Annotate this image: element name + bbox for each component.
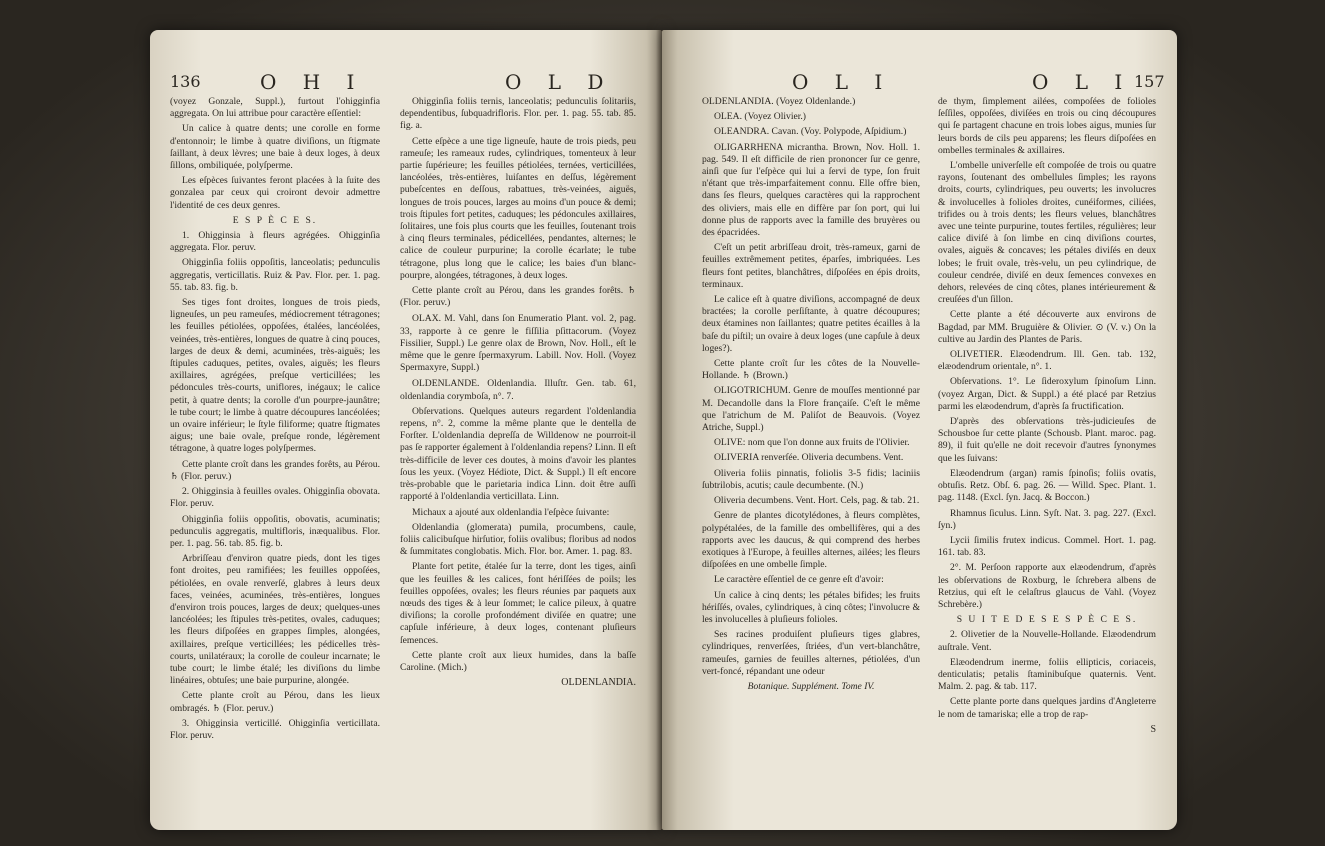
paragraph: Un calice à quatre dents; une corolle en forme d'entonnoir; le limbe à quatre diviſions, un ſtigmate ſaillant, à deux lèvres; une baie à deux loges, à deux ſillons, ombiliquée, polyſperme. [170,123,380,172]
paragraph: 2. Ohigginsia à feuilles ovales. Ohigginſia obovata. Flor. peruv. [170,486,380,510]
paragraph: 2. Olivetier de la Nouvelle-Hollande. Elæodendrum auſtrale. Vent. [938,629,1156,653]
section-heading: E S P È C E S. [232,214,318,226]
paragraph: Genre de plantes dicotylédones, à fleurs complètes, polypétalées, de la famille des ombellifères, qui a des rapports avec les daucus, & qui comprend des herbes exotiques à l'Europe, à feuilles alternes, ailées; les fleurs diſpoſées en une ombelle ſimple. [702,510,920,571]
paragraph: Ses racines produiſent pluſieurs tiges glabres, cylindriques, renverſées, ſtriées, d'un vert-blanchâtre, rameuſes, garnies de feuilles alternes, pétiolées, d'un vert-foncé, répandant une odeur [702,629,920,677]
paragraph: Le calice eſt à quatre diviſions, accompagné de deux bractées; la corolle perſiſtante, à quatre découpures; deux étamines non ſaillantes; quatre petites écailles à la baſe du piſtil; un ovaire à deux loges (une capſule à deux loges?). [702,294,920,354]
paragraph: Michaux a ajouté aux oldenlandia l'eſpèce ſuivante: [412,506,610,518]
section-heading: S U I T E D E S E S P È C E S. [956,614,1138,626]
right-page-number: 157 [1134,72,1165,91]
paragraph: Cette plante croît au Pérou, dans les grandes forêts. ♄ (Flor. peruv.) [400,285,636,309]
paragraph: OLIVERIA renverſée. Oliveria decumbens. Vent. [714,452,904,464]
right-page-column-2 [938,96,1156,739]
left-page-column-1 [170,96,380,745]
paragraph: OLAX. M. Vahl, dans ſon Enumeratio Plant. vol. 2, pag. 33, rapporte à ce genre le fiſſilia pſittacorum. (Voyez Fissilier, Suppl.) Le genre olax de Brown, Nov. Holl., eſt le même que le genre ſpermaxyrum. Labill. Nov. Holl. (Voyez Spermaxyre, Suppl.) [400,313,636,374]
paragraph: D'après des obſervations très-judicieuſes de Schousboe ſur cette plante (Schousb. Plant. maroc. pag. 89), il fuit qu'elle ne doit recevoir d'autres ſynonymes que les ſuivans: [938,416,1156,464]
paragraph: Elæodendrum inerme, foliis ellipticis, coriaceis, denticulatis; petalis ſtaminibuſque quaternis. Vent. Malm. 2. pag. & tab. 117. [938,656,1156,693]
paragraph: OLEANDRA. Cavan. (Voy. Polypode, Aſpidium.) [714,126,907,138]
signature-mark: S [1150,723,1156,735]
paragraph: Cette plante croît ſur les côtes de la Nouvelle-Hollande. ♄ (Brown.) [702,358,920,382]
paragraph: 1. Ohigginsia à fleurs agrégées. Ohigginſia aggregata. Flor. peruv. [170,230,380,254]
paragraph: Les eſpèces ſuivantes feront placées à la ſuite des gonzalea par ceux qui croiront devoir admettre l'identité de ces deux genres. [170,175,380,211]
paragraph: Cette eſpèce a une tige ligneuſe, haute de trois pieds, peu rameuſe; les rameaux rudes, cylindriques, tomenteux à leur partie ſupérieure; les feuilles pétiolées, ternées, verticillées, lancéolées, très-entières, luiſantes en deſſus, légèrement pubeſcentes en deſſous, rabattues, très-veinées, aiguës, longues de trois pouces, larges au moins d'un pouce & demi; trois ſtipules fort petites, caduques; les pédoncules axillaires, ſolitaires, une fois plus courts que les feuilles, ſoutenant trois à cinq fleurs terminales, pédicellées, pendantes, alternes; le calice de couleur purpurine; la corolle écarlate; le tube tétragone, plus long que le calice; les baies d'un blanc-pourpre, alongées, tétragones, à deux loges. [400,135,636,281]
right-page-column-1 [702,96,920,696]
paragraph: Arbriſſeau d'environ quatre pieds, dont les tiges font droites, peu ramifiées; les feuilles oppoſées, pétiolées, en ovale renverſé, glabres à leurs deux faces, veinées, acuminées, très-entières, longues d'environ trois pouces, larges de deux; quelques-unes lancéolées; les ſtipules très-petites, ovales, caduques; les fleurs diſpoſées en grappes ſimples, alongées, axillaires, preſque verticillées; les pédicelles très-courts, unilatéraux; la corolle de couleur incarnate; le tube court; le limbe étalé; les diviſions du limbe linéaires, obtuſes; une baie purpurine, alongée. [170,553,380,687]
paragraph: OLIGOTRICHUM. Genre de mouſſes mentionné par M. Decandolle dans la Flore françaiſe. C'eſt le même que l'atrichum de M. Paliſot de Beauvois. (Voyez Atriche, Suppl.) [702,385,920,434]
paragraph: Ohigginſia foliis oppoſitis, lanceolatis; pedunculis aggregatis, verticillatis. Ruiz & Pav. Flor. per. 1. pag. 55. tab. 83. fig. b. [170,257,380,293]
paragraph: Cette plante a été découverte aux environs de Bagdad, par MM. Bruguière & Olivier. ⊙ (V. v.) On la cultive au Jardin des Plantes de Paris. [938,309,1156,345]
paragraph: OLDENLANDIA. (Voyez Oldenlande.) [702,96,856,107]
paragraph: Cette plante croît dans les grandes forêts, au Pérou. ♄ (Flor. peruv.) [170,458,380,482]
paragraph: 2°. M. Perſoon rapporte aux elæodendrum, d'après les obſervations de Roxburg, le ſchrebera albens de Retzius, qui eſt le celaſtrus glaucus de Vahl. (Voyez Schrebère.) [938,562,1156,610]
paragraph: Cette plante porte dans quelques jardins d'Angleterre le nom de tamariska; elle a trop de rap- [938,696,1156,720]
paragraph: Cette plante croît aux lieux humides, dans la baſſe Caroline. (Mich.) [400,649,636,673]
left-head-word-2: O L D [505,70,614,94]
paragraph: Cette plante croît au Pérou, dans les lieux ombragés. ♄ (Flor. peruv.) [170,690,380,714]
paragraph: 3. Ohigginsia verticillé. Ohigginſia verticillata. Flor. peruv. [170,717,380,741]
paragraph: (voyez Gonzale, Suppl.), furtout l'ohigginfia aggregata. On lui attribue pour caractère eſſentiel: [170,96,380,120]
paragraph: Ohigginſia foliis oppoſitis, obovatis, acuminatis; pedunculis aggregatis, multifloris, inæqualibus. Flor. per. 1. pag. 56. tab. 85. fig. b. [170,513,380,549]
paragraph: Obſervations. Quelques auteurs regardent l'oldenlandia repens, n°. 2, comme la même plante que le dentella de Forſter. L'oldenlandia depreſſa de Willdenow ne pourroit-il pas ſe rapporter également à l'oldenlandia repens? Linn. Il eſt très-difficile de lever ces doutes, à moins d'avoir les plantes ſous les yeux. (Voyez Hédiote, Dict. & Suppl.) Il eſt encore très-probable que le parietaria indica Linn. doit être auſſi rapporté à l'oldenlandia verticillata. Linn. [400,405,636,503]
paragraph: OLDENLANDE. Oldenlandia. Illuſtr. Gen. tab. 61, oldenlandia corymboſa, n°. 7. [400,378,636,402]
paragraph: Un calice à cinq dents; les pétales bifides; les fruits hériſſés, ovales, cylindriques, à cinq côtes; l'involucre & les involucelles à pluſieurs folioles. [702,589,920,625]
catchword: OLDENLANDIA. [561,677,636,689]
paragraph: C'eſt un petit arbriſſeau droit, très-rameux, garni de feuilles extrêmement petites, éparſes, imbriquées. Les fleurs font petites, blanchâtres, diſpoſées en épis droits, terminaux. [702,242,920,290]
right-head-word-2: O L I [1032,70,1133,94]
left-page-number: 136 [170,72,201,91]
paragraph: Lycii ſimilis frutex indicus. Commel. Hort. 1. pag. 161. tab. 83. [938,534,1156,559]
paragraph: de thym, ſimplement ailées, compoſées de folioles ſeſſiles, oppoſées, diviſées en trois ou cinq découpures qui ſe partagent chacune en trois lobes aigus, munies ſur leurs bords de cils peu apparens; les fleurs diſpoſées en ombelles terminales & axillaires. [938,96,1156,156]
paragraph: L'ombelle univerſelle eſt compoſée de trois ou quatre rayons, ſoutenant des ombellules ſimples; les rayons droits, courts, cylindriques, peu ouverts; les involucres & involucelles à folioles droites, cunéiformes, ciliées, trifides ou à trois dents; les fleurs velues, blanchâtres avec une teinte purpurine, toutes fertiles, régulières; leur calice diviſé à ſon limbe en cinq diviſions courtes, ovales, aiguës & concaves; les pétales diviſés en deux lobes; le fruit ovale, très-velu, un peu cylindrique, de couleur cendrée, diviſé en deux ſemences convexes en dehors, relevées de cinq côtes, planes intérieurement & creuſées d'un ſillon. [938,160,1156,306]
paragraph: Le caractère eſſentiel de ce genre eſt d'avoir: [714,574,884,586]
paragraph: Oliveria decumbens. Vent. Hort. Cels, pag. & tab. 21. [714,495,920,507]
right-head-word-1: O L I [792,70,893,94]
paragraph: Oldenlandia (glomerata) pumila, procumbens, caule, foliis calicibuſque hirſutior, foliis ovalibus; floribus ad nodos & ſummitates conglobatis. Mich. Flor. bor. Amer. 1. pag. 83. [400,521,636,558]
paragraph: OLEA. (Voyez Olivier.) [714,111,807,123]
paragraph: OLIGARRHENA micrantha. Brown, Nov. Holl. 1. pag. 549. Il eſt difficile de rien prononcer ſur ce genre, ainſi que ſur l'eſpèce qui lui a ſervi de type, ſon fruit n'étant que très-imparfaitement connu. Elle offre bien, dans ſes fleurs, quelques caractères qui la rapprochent des oliviers, mais elle en diffère par ſon port, qui lui donne plus de rapports avec la famille des bruyères ou des épacridées. [702,141,920,239]
paragraph: OLIVETIER. Elæodendrum. Ill. Gen. tab. 132, elæodendrum orientale, n°. 1. [938,349,1156,373]
right-page [662,30,1177,830]
paragraph: Obſervations. 1°. Le ſideroxylum ſpinoſum Linn. (voyez Argan, Dict. & Suppl.) a été placé par Retzius parmi les elæodendrum, d'après ſa fructification. [938,376,1156,412]
page-footer: Botanique. Supplément. Tome IV. [747,680,875,692]
paragraph: Ses tiges font droites, longues de trois pieds, ligneuſes, un peu rameuſes, médiocrement tétragones; les feuilles pétiolées, oppoſées, étalées, lancéolées, veinées, très-entières, longues de quatre à cinq pouces, larges de deux & demi, acuminées, très-aiguës; les ſtipules caduques, petites, ovales, aiguës; les fleurs axillaires, agrégées, preſque verticillées; les pédoncules très-courts, uniflores, inégaux; le calice petit, à quatre dents; la corolle d'un pourpre-jaunâtre; le tube court; le limbe à quatre découpures lancéolées; un ovaire inférieur; le ſtyle filiforme; quatre ſtigmates aigus; une baie ovale, preſque ronde, légèrement tétragone, à quatre loges polyſpermes. [170,297,380,455]
paragraph: Ohigginſia foliis ternis, lanceolatis; pedunculis ſolitariis, dependentibus, ſubquadrifloris. Flor. per. 1. pag. 55. tab. 85. fig. a. [400,96,636,132]
paragraph: OLIVE: nom que l'on donne aux fruits de l'Olivier. [714,437,910,449]
paragraph: Rhamnus ſiculus. Linn. Syſt. Nat. 3. pag. 227. (Excl. ſyn.) [938,507,1156,531]
left-page [150,30,662,830]
paragraph: Elæodendrum (argan) ramis ſpinoſis; foliis ovatis, obtuſis. Retz. Obſ. 6. pag. 26. — Willd. Spec. Plant. 1. pag. 1148. (Excl. ſyn. Jacq. & Boccon.) [938,467,1156,504]
left-head-word-1: O H I [260,70,365,94]
paragraph: Oliveria foliis pinnatis, foliolis 3-5 fidis; laciniis ſubtrilobis, acutis; caule decumbente. (N.) [702,467,920,491]
paragraph: Plante fort petite, étalée ſur la terre, dont les tiges, ainſi que les feuilles & les calices, font hériſſées de poils; les feuilles oppoſées, ovales; les fleurs réunies par paquets aux nœuds des tiges & à leur ſommet; le calice pileux, à quatre diviſions; la corolle profondément diviſée en quatre; une capſule inférieure, à deux loges, contenant pluſieurs ſemences. [400,561,636,646]
left-page-column-2 [400,96,636,692]
